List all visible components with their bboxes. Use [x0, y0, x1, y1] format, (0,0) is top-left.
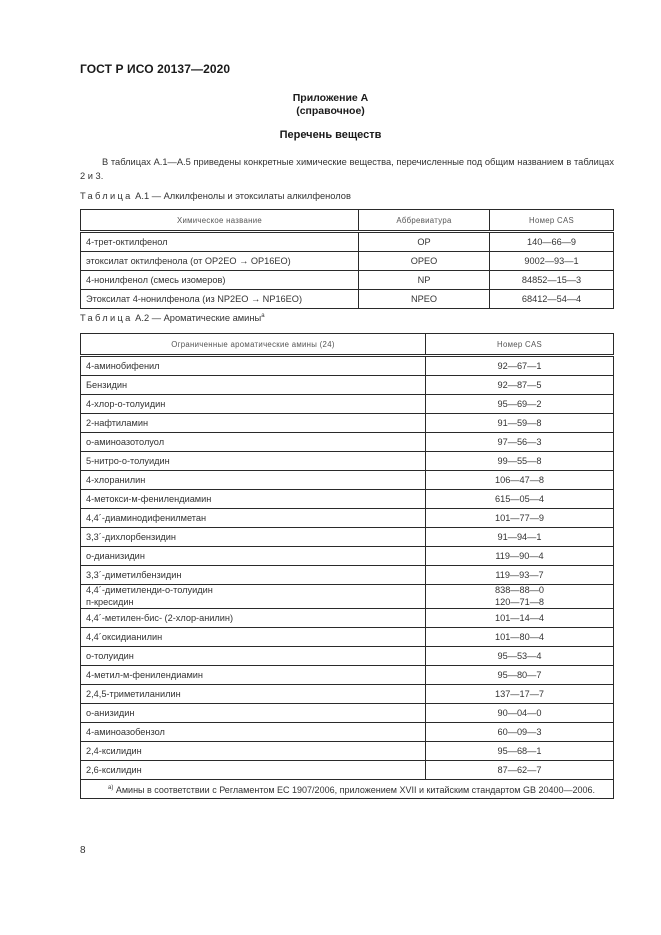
caption-text: А.2 — Ароматические амины — [135, 313, 262, 324]
amine-name: о-толуидин — [81, 647, 426, 666]
table-row — [81, 685, 614, 704]
cas-number: 92—87—5 — [426, 376, 614, 395]
amine-name: 3,3´-дихлорбензидин — [81, 528, 426, 547]
table-row — [81, 704, 614, 723]
table-row — [81, 547, 614, 566]
cas-number: 9002—93—1 — [490, 252, 614, 271]
footnote-text: Амины в соответствии с Регламентом ЕС 1907/2006, приложением XVII и китайским стандартом GB 20400—2006. — [115, 784, 595, 795]
table-row — [81, 490, 614, 509]
cas-number-line: 120—71—8 — [494, 596, 545, 607]
annex-label: Приложение А — [292, 92, 369, 104]
cas-number: 95—69—2 — [426, 395, 614, 414]
table-row — [81, 271, 614, 290]
amine-name: 4,4´-диаминодифенилметан — [81, 509, 426, 528]
cas-number: 60—09—3 — [426, 723, 614, 742]
amine-name: 2,6-ксилидин — [81, 761, 426, 780]
abbreviation: NP — [359, 271, 490, 290]
cas-number: 101—80—4 — [426, 628, 614, 647]
amine-name: 3,3´-диметилбензидин — [81, 566, 426, 585]
cas-number: 95—68—1 — [426, 742, 614, 761]
amine-name: о-дианизидин — [81, 547, 426, 566]
table-row — [81, 471, 614, 490]
chemical-name: этоксилат октилфенола (от OP2EO → OP16EO) — [81, 252, 359, 271]
cas-number: 84852—15—3 — [490, 271, 614, 290]
cas-number-line: 838—88—0 — [494, 585, 545, 595]
table-a2 — [80, 333, 614, 799]
cas-number: 91—94—1 — [426, 528, 614, 547]
footnote-mark: а) — [108, 784, 114, 791]
abbreviation: OP — [359, 232, 490, 252]
amine-name: 4-метил-м-фенилендиамин — [81, 666, 426, 685]
amine-name: 4-аминоазобензол — [81, 723, 426, 742]
annex-title: Перечень веществ — [279, 129, 382, 141]
amine-name: о-анизидин — [81, 704, 426, 723]
amine-name: 4-аминобифенил — [81, 356, 426, 376]
table-a2-caption — [80, 313, 265, 323]
cas-number: 615—05—4 — [426, 490, 614, 509]
cas-number: 95—80—7 — [426, 666, 614, 685]
amine-name: 2,4-ксилидин — [81, 742, 426, 761]
amine-name: Бензидин — [81, 376, 426, 395]
table-row — [81, 356, 614, 376]
caption-text: А.1 — Алкилфенолы и этоксилаты алкилфенолов — [135, 191, 351, 201]
amine-name: 4-хлор-о-толуидин — [81, 395, 426, 414]
cas-number: 90—04—0 — [426, 704, 614, 723]
table-row — [81, 414, 614, 433]
column-header-name: Ограниченные ароматические амины (24) — [81, 334, 426, 356]
table-row — [81, 566, 614, 585]
cas-number: 91—59—8 — [426, 414, 614, 433]
page-number: 8 — [80, 845, 86, 856]
footnote-ref: а — [261, 313, 265, 319]
cas-number: 97—56—3 — [426, 433, 614, 452]
amine-name-line: 4,4´-диметиленди-о-толуидин — [86, 585, 213, 595]
cas-number: 99—55—8 — [426, 452, 614, 471]
chemical-name: 4-трет-октилфенол — [81, 232, 359, 252]
amine-name: 5-нитро-о-толуидин — [81, 452, 426, 471]
table-a1 — [80, 209, 614, 309]
amine-name: 2-нафтиламин — [81, 414, 426, 433]
table-row — [81, 232, 614, 252]
table-row — [81, 252, 614, 271]
cas-number: 101—77—9 — [426, 509, 614, 528]
table-row — [81, 452, 614, 471]
column-header-cas: Номер CAS — [490, 210, 614, 232]
column-header-cas: Номер CAS — [426, 334, 614, 356]
cas-number: 119—90—4 — [426, 547, 614, 566]
cas-number: 137—17—7 — [426, 685, 614, 704]
abbreviation: OPEO — [359, 252, 490, 271]
table-row — [81, 628, 614, 647]
cas-number: 101—14—4 — [426, 609, 614, 628]
table-row — [81, 376, 614, 395]
table-row — [81, 742, 614, 761]
cas-number: 68412—54—4 — [490, 290, 614, 309]
table-row — [81, 528, 614, 547]
amine-name: 2,4,5-триметиланилин — [81, 685, 426, 704]
table-row — [81, 761, 614, 780]
abbreviation: NPEO — [359, 290, 490, 309]
table-row — [81, 723, 614, 742]
table-footnote — [81, 780, 614, 799]
document-header: ГОСТ Р ИСО 20137—2020 — [80, 62, 231, 76]
annex-heading — [0, 92, 661, 118]
amine-name: о-аминоазотолуол — [81, 433, 426, 452]
table-header-row — [81, 334, 614, 356]
table-a1-caption — [80, 191, 351, 201]
table-row — [81, 395, 614, 414]
table-row — [81, 290, 614, 309]
cas-number: 106—47—8 — [426, 471, 614, 490]
chemical-name: Этоксилат 4-нонилфенола (из NP2EO → NP16EO) — [81, 290, 359, 309]
table-row — [81, 585, 614, 609]
table-row — [81, 647, 614, 666]
cas-number: 92—67—1 — [426, 356, 614, 376]
cas-number: 140—66—9 — [490, 232, 614, 252]
cas-number: 87—62—7 — [426, 761, 614, 780]
caption-word: Таблица — [80, 313, 133, 324]
annex-type: (справочное) — [296, 105, 365, 117]
cas-number: 119—93—7 — [426, 566, 614, 585]
cas-number — [426, 585, 614, 609]
table-row — [81, 666, 614, 685]
amine-name: 4,4´оксидианилин — [81, 628, 426, 647]
column-header-abbr: Аббревиатура — [359, 210, 490, 232]
table-row — [81, 509, 614, 528]
table-header-row — [81, 210, 614, 232]
amine-name: 4,4´-метилен-бис- (2-хлор-анилин) — [81, 609, 426, 628]
table-row — [81, 433, 614, 452]
amine-name — [81, 585, 426, 609]
amine-name-line: п-кресидин — [86, 596, 134, 607]
amine-name: 4-метокси-м-фенилендиамин — [81, 490, 426, 509]
table-row — [81, 609, 614, 628]
intro-paragraph: В таблицах А.1—А.5 приведены конкретные химические вещества, перечисленные под общим названием в таблицах 2 и 3. — [80, 157, 614, 181]
chemical-name: 4-нонилфенол (смесь изомеров) — [81, 271, 359, 290]
caption-word: Таблица — [80, 191, 133, 201]
table-footnote-row — [81, 780, 614, 799]
column-header-name: Химическое название — [81, 210, 359, 232]
amine-name: 4-хлоранилин — [81, 471, 426, 490]
cas-number: 95—53—4 — [426, 647, 614, 666]
